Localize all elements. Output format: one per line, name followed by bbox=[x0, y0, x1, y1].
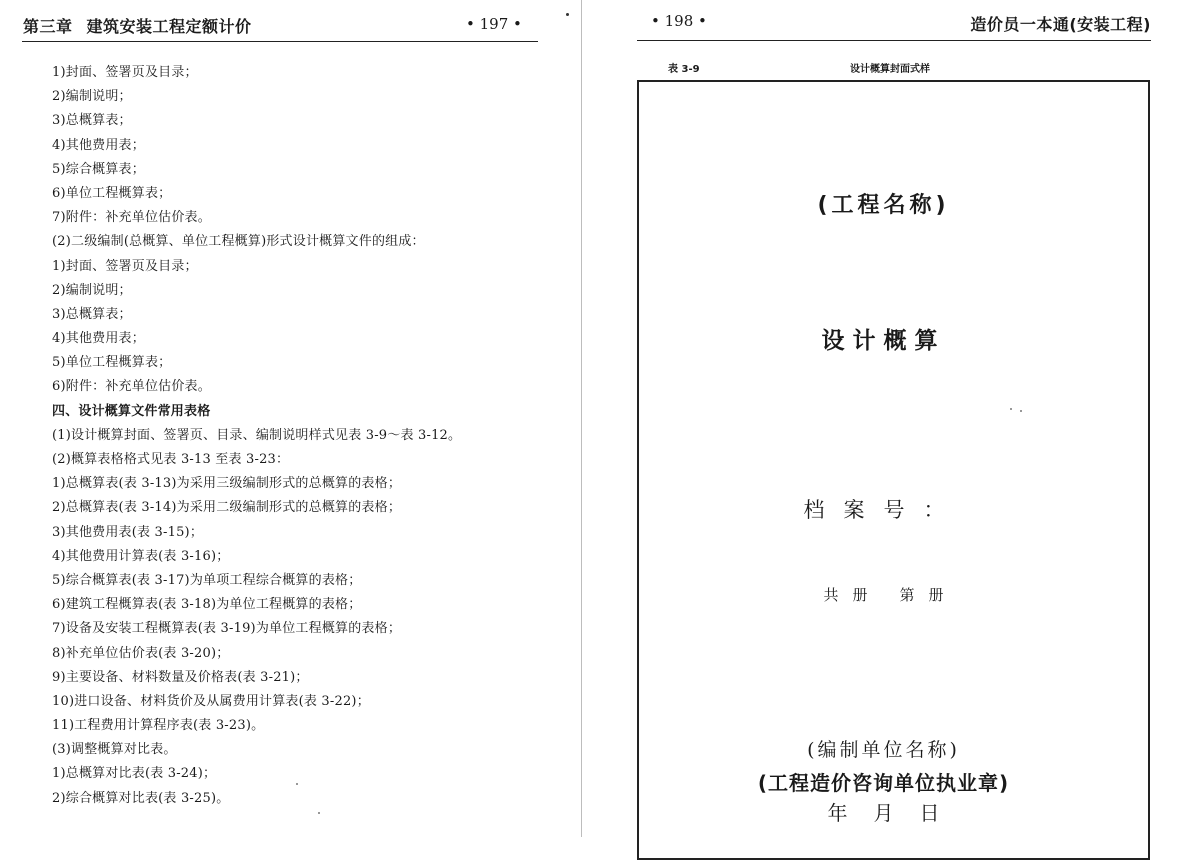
body-line: (1)设计概算封面、签署页、目录、编制说明样式见表 3-9～表 3-12。 bbox=[52, 427, 462, 443]
body-line: (3)调整概算对比表。 bbox=[52, 742, 177, 758]
table-number: 表 3-9 bbox=[668, 64, 700, 75]
date-day: 日 bbox=[919, 801, 940, 825]
date-month: 月 bbox=[873, 801, 894, 825]
cover-volume-info bbox=[629, 584, 1138, 605]
body-line: 4)其他费用计算表(表 3-16)； bbox=[52, 548, 230, 564]
left-body-text bbox=[52, 61, 552, 811]
body-line: 3)总概算表； bbox=[52, 306, 132, 322]
date-year: 年 bbox=[827, 801, 848, 825]
body-line: 5)综合概算表(表 3-17)为单项工程综合概算的表格； bbox=[52, 572, 362, 588]
scan-speck bbox=[1020, 410, 1022, 412]
body-line: 6)单位工程概算表； bbox=[52, 185, 172, 201]
body-line: 2)综合概算对比表(表 3-25)。 bbox=[52, 790, 230, 806]
body-line: (2)二级编制(总概算、单位工程概算)形式设计概算文件的组成： bbox=[52, 234, 425, 250]
body-line: (2)概算表格格式见表 3-13 至表 3-23： bbox=[52, 452, 290, 467]
cover-org-name: (编制单位名称) bbox=[807, 739, 960, 761]
body-line: 1)封面、签署页及目录； bbox=[52, 258, 198, 274]
body-line: 11)工程费用计算程序表(表 3-23)。 bbox=[52, 718, 265, 734]
left-running-header bbox=[23, 14, 252, 37]
volume-total-prefix: 共 bbox=[823, 586, 839, 604]
body-line: 2)编制说明； bbox=[52, 89, 132, 105]
body-line: 9)主要设备、材料数量及价格表(表 3-21)； bbox=[52, 669, 309, 685]
volume-current-prefix: 第 bbox=[899, 586, 915, 604]
body-line: 5)综合概算表； bbox=[52, 161, 145, 177]
body-line: 5)单位工程概算表； bbox=[52, 355, 172, 371]
body-line: 1)封面、签署页及目录； bbox=[52, 65, 198, 80]
scan-speck bbox=[318, 812, 320, 814]
scan-speck bbox=[1010, 408, 1012, 410]
right-header-rule bbox=[637, 40, 1151, 41]
section-heading: 四、设计概算文件常用表格 bbox=[52, 403, 211, 419]
chapter-label: 第三章 bbox=[23, 17, 73, 36]
cover-seal: (工程造价咨询单位执业章) bbox=[757, 771, 1010, 795]
cover-template-box bbox=[637, 80, 1150, 860]
body-line: 7)附件：补充单位估价表。 bbox=[52, 210, 211, 226]
cover-project-name: (工程名称) bbox=[817, 193, 950, 218]
left-header-rule bbox=[22, 41, 538, 42]
cover-archive-number: 档案号： bbox=[803, 498, 964, 522]
page-gutter-divider bbox=[581, 0, 582, 837]
body-line: 10)进口设备、材料货价及从属费用计算表(表 3-22)； bbox=[52, 693, 370, 709]
body-line: 1)总概算表(表 3-13)为采用三级编制形式的总概算的表格； bbox=[52, 476, 402, 492]
body-line: 4)其他费用表； bbox=[52, 331, 145, 347]
book-title: 造价员一本通(安装工程) bbox=[970, 15, 1151, 34]
body-line: 6)附件：补充单位估价表。 bbox=[52, 379, 211, 395]
right-page-number: • 198 • bbox=[651, 12, 707, 30]
body-line: 8)补充单位估价表(表 3-20)； bbox=[52, 645, 230, 661]
body-line: 7)设备及安装工程概算表(表 3-19)为单位工程概算的表格； bbox=[52, 621, 402, 637]
scan-speck bbox=[566, 13, 569, 16]
body-line: 4)其他费用表； bbox=[52, 137, 145, 153]
body-line: 1)总概算对比表(表 3-24)； bbox=[52, 766, 217, 782]
table-caption: 设计概算封面式样 bbox=[850, 64, 930, 75]
cover-title: 设计概算 bbox=[821, 328, 946, 354]
left-page-number: • 197 • bbox=[466, 15, 522, 33]
scan-speck bbox=[296, 783, 298, 785]
volume-current-suffix: 册 bbox=[928, 586, 944, 604]
body-line: 3)总概算表； bbox=[52, 113, 132, 129]
body-line: 2)总概算表(表 3-14)为采用二级编制形式的总概算的表格； bbox=[52, 500, 402, 516]
cover-date bbox=[629, 797, 1138, 826]
volume-total-suffix: 册 bbox=[852, 586, 868, 604]
chapter-title: 建筑安装工程定额计价 bbox=[86, 17, 252, 36]
body-line: 3)其他费用表(表 3-15)； bbox=[52, 524, 204, 540]
body-line: 6)建筑工程概算表(表 3-18)为单位工程概算的表格； bbox=[52, 597, 362, 613]
left-page bbox=[0, 0, 581, 837]
body-line: 2)编制说明； bbox=[52, 282, 132, 298]
